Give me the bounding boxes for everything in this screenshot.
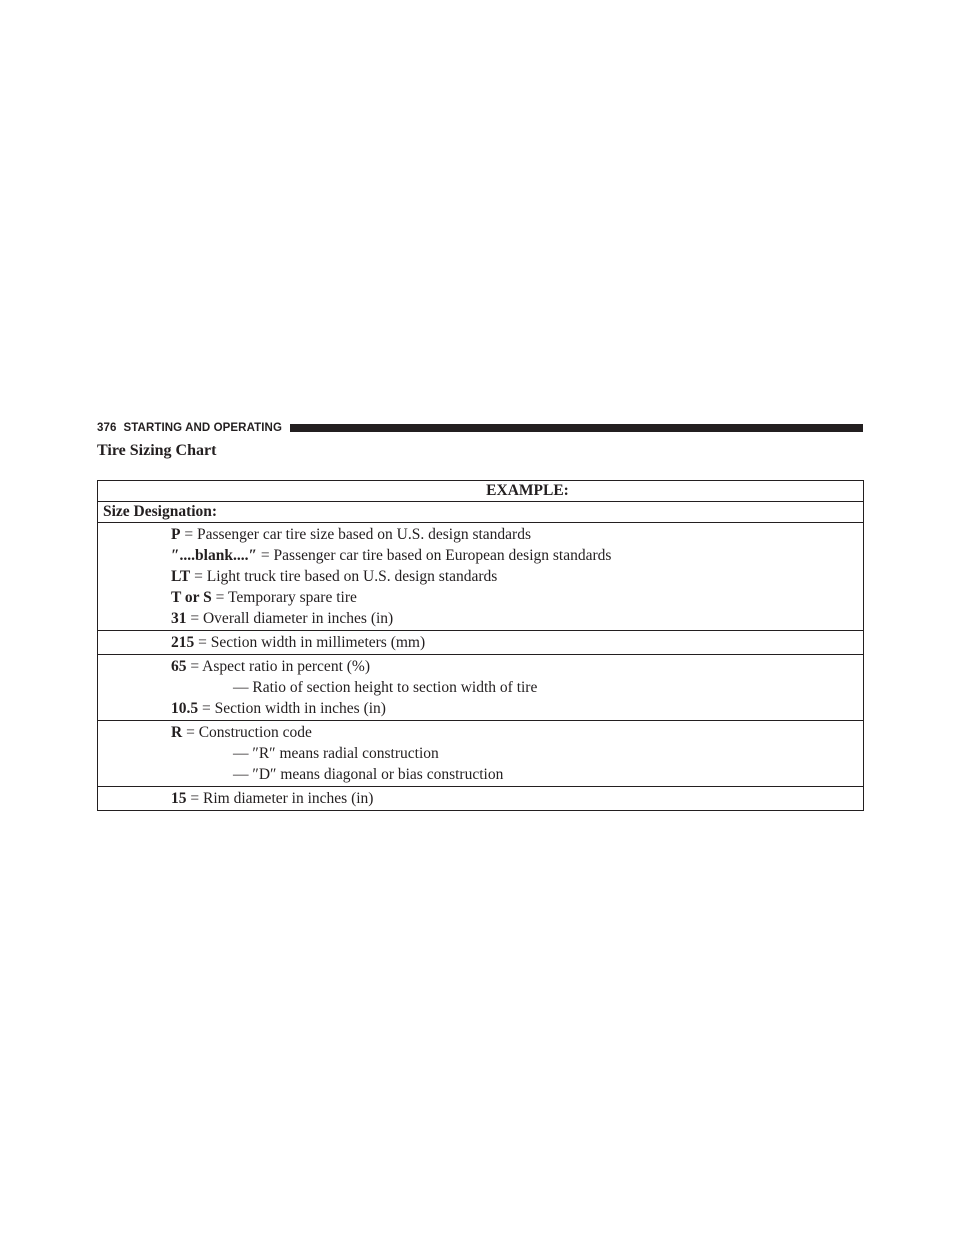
code-definition: — ″D″ means diagonal or bias construction xyxy=(233,766,504,783)
size-code: R xyxy=(171,724,183,741)
table-row xyxy=(98,523,864,631)
example-label: EXAMPLE: xyxy=(486,482,569,499)
code-definition: = Overall diameter in inches (in) xyxy=(190,610,394,627)
definition-group xyxy=(98,655,864,721)
table-row xyxy=(98,655,864,721)
size-code: LT xyxy=(171,568,191,585)
code-definition: = Section width in inches (in) xyxy=(202,700,386,717)
definition-line xyxy=(98,698,863,719)
table-row xyxy=(98,787,864,811)
definition-group xyxy=(98,523,864,631)
definition-group xyxy=(98,631,864,655)
header-rule xyxy=(290,424,863,432)
definition-subline xyxy=(98,677,863,698)
definition-line xyxy=(98,608,863,629)
example-header xyxy=(98,481,864,502)
definition-line xyxy=(98,545,863,566)
tire-sizing-table xyxy=(97,480,864,811)
size-code: ″....blank....″ xyxy=(171,547,258,564)
definition-subline xyxy=(98,743,863,764)
definition-group xyxy=(98,721,864,787)
chart-title: Tire Sizing Chart xyxy=(97,442,217,459)
size-code: 215 xyxy=(171,634,195,651)
code-definition: = Section width in millimeters (mm) xyxy=(198,634,426,651)
size-code: 10.5 xyxy=(171,700,199,717)
size-code: 65 xyxy=(171,658,187,675)
size-code: T or S xyxy=(171,589,212,606)
definition-line xyxy=(98,788,863,809)
code-definition: = Passenger car tire based on European design standards xyxy=(260,547,612,564)
definition-line xyxy=(98,524,863,545)
size-code: 31 xyxy=(171,610,187,627)
section-name: STARTING AND OPERATING xyxy=(123,422,283,434)
code-definition: = Rim diameter in inches (in) xyxy=(190,790,374,807)
table-row xyxy=(98,721,864,787)
definition-line xyxy=(98,722,863,743)
definition-line xyxy=(98,587,863,608)
definition-group xyxy=(98,787,864,811)
code-definition: = Aspect ratio in percent (%) xyxy=(190,658,370,675)
code-definition: = Passenger car tire size based on U.S. design standards xyxy=(184,526,531,543)
size-code: P xyxy=(171,526,181,543)
size-code: 15 xyxy=(171,790,187,807)
table-row xyxy=(98,631,864,655)
code-definition: = Light truck tire based on U.S. design standards xyxy=(194,568,498,585)
size-designation-row xyxy=(98,502,864,523)
code-definition: — Ratio of section height to section width of tire xyxy=(233,679,538,696)
definition-line xyxy=(98,566,863,587)
code-definition: = Construction code xyxy=(186,724,312,741)
page-header xyxy=(97,418,863,438)
size-designation-label: Size Designation: xyxy=(98,502,864,523)
page-number: 376 xyxy=(97,422,117,434)
table-header-row xyxy=(98,481,864,502)
definition-line xyxy=(98,632,863,653)
code-definition: = Temporary spare tire xyxy=(215,589,357,606)
definition-line xyxy=(98,656,863,677)
definition-subline xyxy=(98,764,863,785)
code-definition: — ″R″ means radial construction xyxy=(233,745,439,762)
